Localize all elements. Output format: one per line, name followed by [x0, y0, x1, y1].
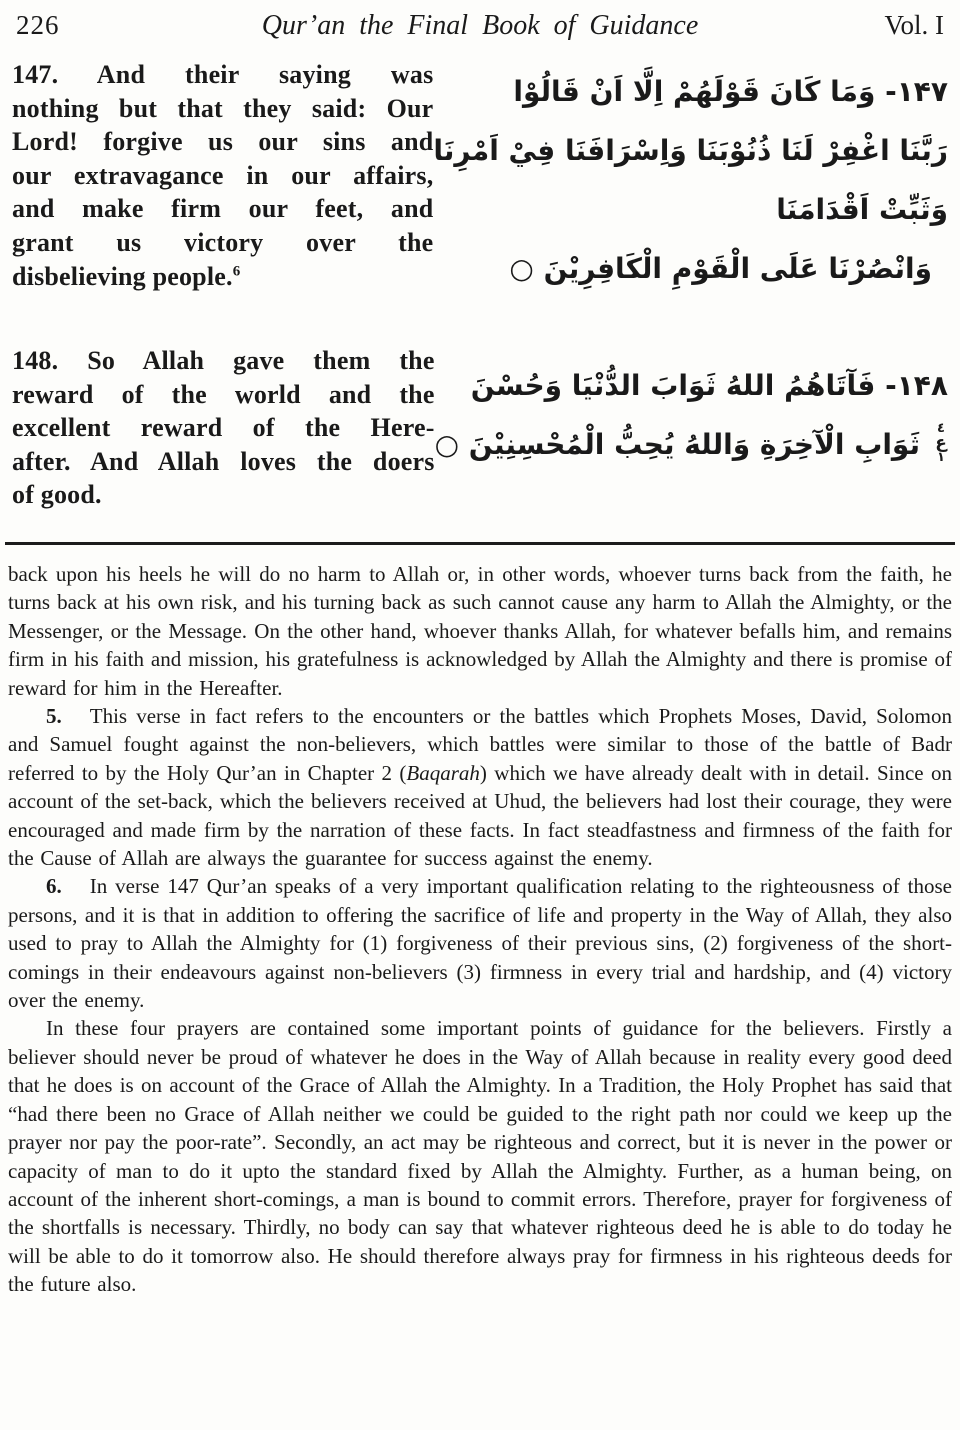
- verse-line: excellent reward of the Here-: [12, 413, 435, 443]
- commentary-text: In verse 147 Qur’an speaks of a very important qualification relating to the righteousness of those persons, and it is that in addition to offering the sacrifice of life and property in the Way of Allah, they also used to pray to Allah the Almighty for (1) forgiveness of their previous sins, (2) forgiveness of the short-comings in their endeavours against non-believers (3) firmness in every trial and hardship, and (4) victory over the enemy.: [8, 874, 952, 1013]
- verse-line: after. And Allah loves the doers: [12, 446, 435, 476]
- volume-label: Vol. I: [884, 10, 944, 40]
- arabic-line: ۱۴۸- فَآتَاهُمُ اللهُ ثَوَابَ الدُّنْيَا وَحُسْنَ: [470, 369, 948, 402]
- commentary-paragraph: [8, 702, 952, 872]
- ruku-number-top: ٤: [937, 421, 945, 436]
- verse-line: grant us victory over the: [12, 227, 434, 257]
- commentary-text: ) which we have already dealt with in detail. Since on account of the set-back, which the believers received at Uhud, the believers had lost their courage, they were encouraged and made firm by the narration of these facts. In fact steadfastness and firmness of the faith for the Cause of Allah are always the guarantee for success against the enemy.: [8, 760, 952, 871]
- verse-line: and make firm our feet, and: [12, 194, 434, 224]
- commentary-paragraph: [8, 872, 952, 1014]
- verse-147-arabic: [433, 58, 954, 298]
- verse-148-english: [12, 344, 435, 512]
- verse-148-section: [12, 344, 954, 512]
- commentary-text: This verse in fact refers to the encounters or the battles which Prophets Moses, David, Solomon and Samuel fought against the non-believers, which battles were similar to those of the battle of Badr referred to by the Holy Qur’an in Chapter 2 (: [8, 704, 952, 785]
- arabic-line: ۱۴۷- وَمَا كَانَ قَوْلَهُمْ اِلَّا اَنْ قَالُوْا: [513, 75, 948, 108]
- commentary-paragraph: back upon his heels he will do no harm to Allah or, in other words, whoever turns back from the faith, he turns back at his own risk, and his turning back as such cannot cause any harm to Allah the Almighty, or the Messenger, or the Message. On the other hand, whoever thanks Allah, for whatever befalls him, and remains firm in his faith and mission, his gratefulness is acknowledged by Allah the Almighty and there is promise of reward for him in the Hereafter.: [8, 561, 952, 700]
- arabic-line: وَثَبِّتْ اَقْدَامَنَا: [776, 193, 948, 226]
- verse-line: our extravagance in our affairs,: [12, 160, 434, 190]
- verse-area: [0, 42, 960, 512]
- arabic-line: وَانْصُرْنَا عَلَى الْقَوْمِ الْكَافِرِيْنَ ○: [509, 252, 932, 285]
- verse-line: 148. So Allah gave them the: [12, 346, 435, 375]
- verse-line: Lord! forgive us our sins and: [12, 127, 434, 157]
- verse-line: of good.: [12, 480, 102, 510]
- footnote-ref: 6: [232, 262, 241, 279]
- ruku-ain: ع: [935, 433, 947, 453]
- verse-148-arabic: [435, 344, 954, 512]
- arabic-line: رَبَّنَا اغْفِرْ لَنَا ذُنُوْبَنَا وَاِسْرَافَنَا فِيْ اَمْرِنَا: [433, 134, 948, 167]
- commentary: [0, 545, 960, 1299]
- arabic-line: ثَوَابِ الْآخِرَةِ وَاللهُ يُحِبُّ الْمُحْسِنِيْنَ ○: [434, 428, 920, 461]
- verse-line: nothing but that they said: Our: [12, 93, 434, 123]
- commentary-paragraph: In these four prayers are contained some important points of guidance for the believers. Firstly a believer should never be proud of whatever he does in the Way of Allah because in reality every good deed that he does is on account of the Grace of Allah the Almighty. In a Tradition, the Holy Prophet has said that “had there been no Grace of Allah neither we could be guided to the right path nor could we keep up the prayer nor pay the poor-rate”. Secondly, an act may be righteous and correct, but it is never in the power or capacity of man to do it upto the standard fixed by Allah the Almighty. Further, as a human being, on account of the inherent short-comings, a man is bound to commit errors. Therefore, prayer for forgiveness of the shortfalls is necessary. Thirdly, no body can say that whatever righteous deed he is able to do today he will be able to do it tomorrow also. He should therefore always pray for firmness in his righteous deeds for the future also.: [8, 1016, 952, 1297]
- footnote-number: 5.: [46, 704, 62, 728]
- verse-147-english: [12, 58, 433, 298]
- verse-line: [12, 260, 433, 294]
- page-number: 226: [16, 10, 60, 40]
- footnote-number: 6.: [46, 874, 62, 899]
- ruku-marker: [930, 422, 952, 464]
- verse-line: 147. And their saying was: [12, 60, 434, 89]
- verse-147-section: [12, 58, 954, 298]
- commentary-italic: Baqarah: [406, 760, 480, 785]
- page-header: [0, 0, 960, 42]
- page-title: Qur’an the Final Book of Guidance: [261, 10, 699, 41]
- verse-line-text: disbelieving people.: [12, 261, 233, 291]
- verse-line: reward of the world and the: [12, 379, 435, 409]
- ruku-number-bottom: ١: [937, 450, 945, 465]
